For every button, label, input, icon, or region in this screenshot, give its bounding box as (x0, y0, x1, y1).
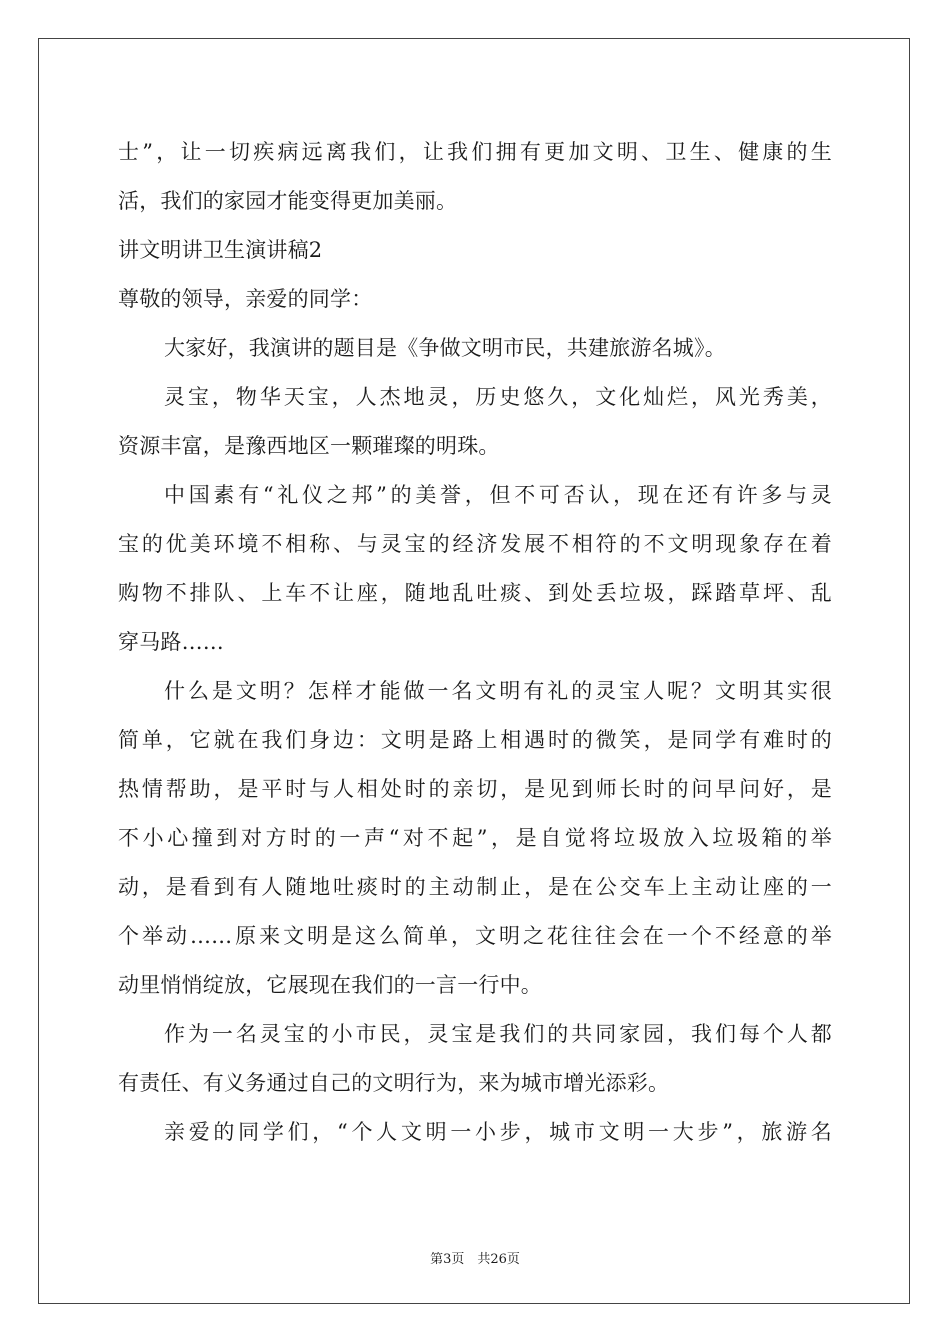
text-line: 热情帮助，是平时与人相处时的亲切，是见到师长时的问早问好，是 (118, 777, 832, 801)
text-line: 动，是看到有人随地吐痰时的主动制止，是在公交车上主动让座的一 (118, 875, 832, 899)
text-line: 中国素有“礼仪之邦”的美誉，但不可否认，现在还有许多与灵 (164, 483, 832, 507)
text-line: 亲爱的同学们，“个人文明一小步，城市文明一大步”，旅游名 (164, 1120, 832, 1144)
section-heading: 讲文明讲卫生演讲稿2 (118, 238, 323, 262)
text-line: 大家好，我演讲的题目是《争做文明市民，共建旅游名城》。 (164, 336, 726, 360)
text-line: 什么是文明？怎样才能做一名文明有礼的灵宝人呢？文明其实很 (164, 679, 832, 703)
text-line: 活，我们的家园才能变得更加美丽。 (118, 189, 458, 213)
text-line: 个举动……原来文明是这么简单，文明之花往往会在一个不经意的举 (118, 924, 832, 948)
text-line: 不小心撞到对方时的一声“对不起”，是自觉将垃圾放入垃圾箱的举 (118, 826, 832, 850)
page-number: 第3页 共26页 (430, 1252, 520, 1267)
text-line: 资源丰富，是豫西地区一颗璀璨的明珠。 (118, 434, 500, 458)
text-line: 有责任、有义务通过自己的文明行为，来为城市增光添彩。 (118, 1071, 670, 1095)
text-line: 士”，让一切疾病远离我们，让我们拥有更加文明、卫生、健康的生 (118, 140, 832, 164)
text-line: 穿马路…… (118, 630, 224, 654)
text-line: 宝的优美环境不相称、与灵宝的经济发展不相符的不文明现象存在着 (118, 532, 832, 556)
salutation: 尊敬的领导，亲爱的同学： (118, 287, 373, 311)
text-line: 简单，它就在我们身边：文明是路上相遇时的微笑，是同学有难时的 (118, 728, 832, 752)
text-line: 作为一名灵宝的小市民，灵宝是我们的共同家园，我们每个人都 (164, 1022, 832, 1046)
text-line: 购物不排队、上车不让座，随地乱吐痰、到处丢垃圾，踩踏草坪、乱 (118, 581, 832, 605)
document-body (118, 128, 832, 1157)
text-line: 动里悄悄绽放，它展现在我们的一言一行中。 (118, 973, 542, 997)
text-line: 灵宝，物华天宝，人杰地灵，历史悠久，文化灿烂，风光秀美， (164, 385, 832, 409)
